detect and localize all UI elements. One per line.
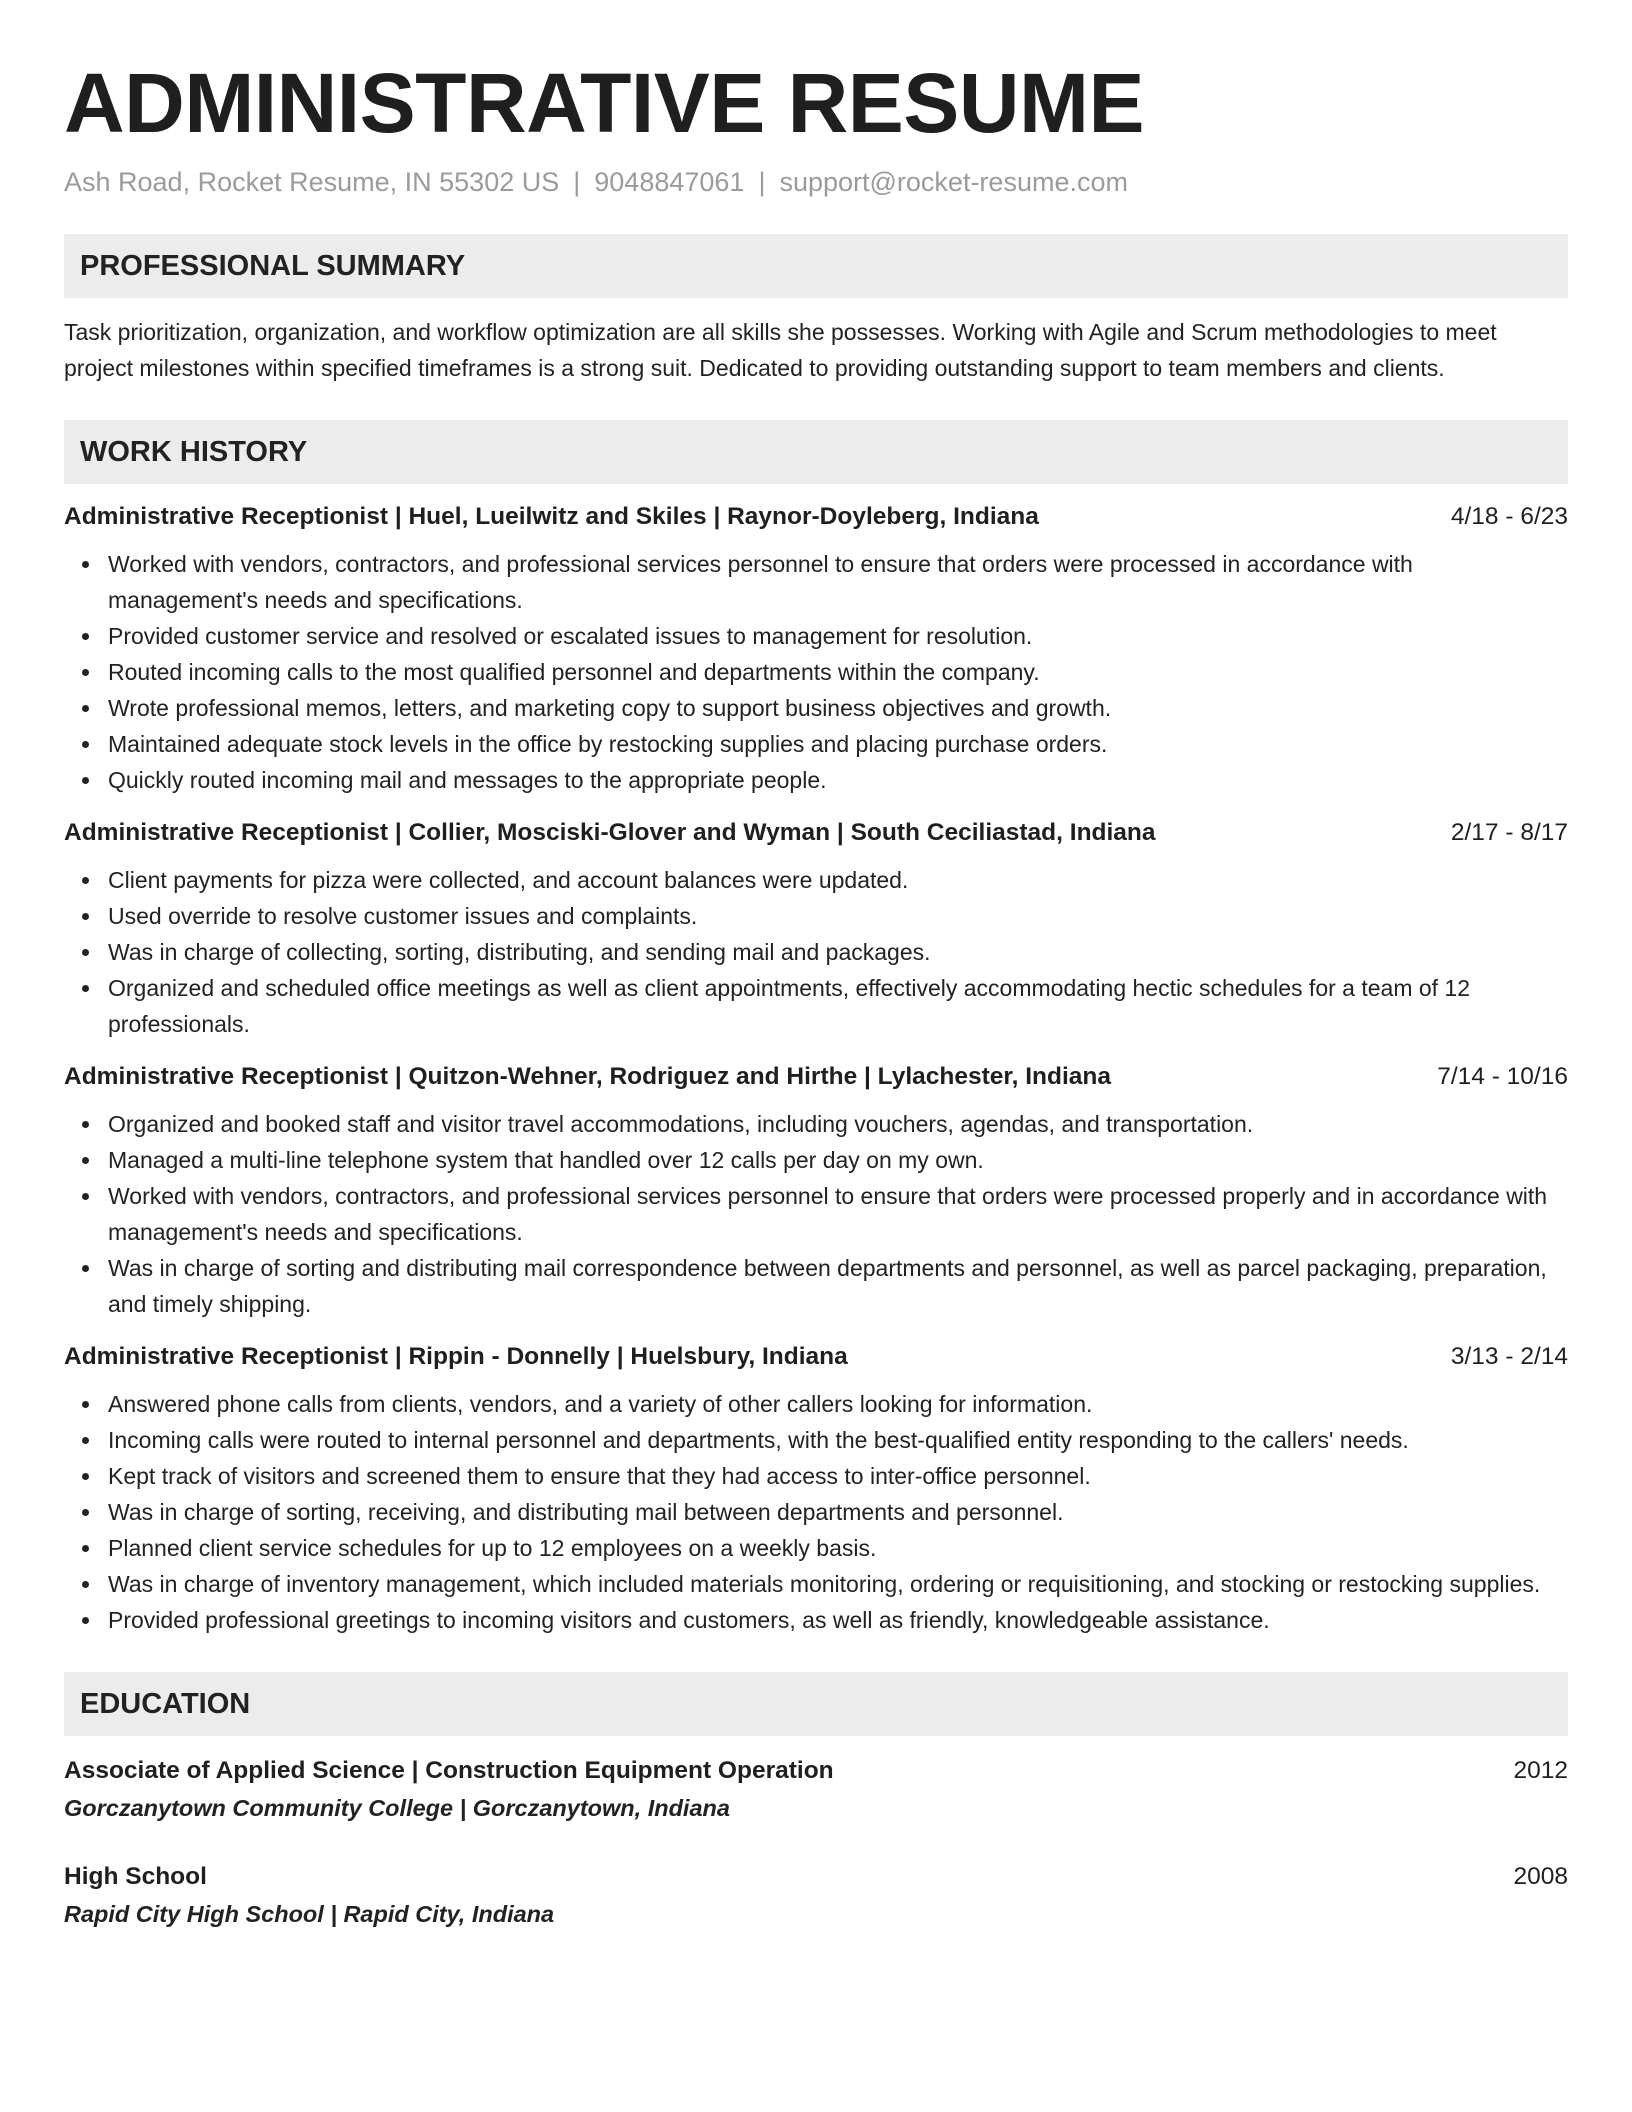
job-bullet: Answered phone calls from clients, vendors, and a variety of other callers looking for information.	[108, 1386, 1568, 1422]
job-bullet: Was in charge of sorting, receiving, and distributing mail between departments and personnel.	[108, 1494, 1568, 1530]
job-bullet: Managed a multi-line telephone system that handled over 12 calls per day on my own.	[108, 1142, 1568, 1178]
contact-email: support@rocket-resume.com	[779, 167, 1128, 197]
education-list	[64, 1754, 1568, 1934]
job-entry	[64, 1340, 1568, 1638]
contact-line	[64, 164, 1568, 200]
summary-text: Task prioritization, organization, and workflow optimization are all skills she possesses. Working with Agile and Scrum methodologies to meet project milestones within specified timeframes is a strong suit. Dedicated to providing outstanding support to team members and clients.	[64, 319, 1497, 381]
job-bullet: Kept track of visitors and screened them to ensure that they had access to inter-office personnel.	[108, 1458, 1568, 1494]
section-header-education: EDUCATION	[64, 1672, 1568, 1736]
job-bullet-list	[64, 862, 1568, 1042]
job-title: Administrative Receptionist | Huel, Lueilwitz and Skiles | Raynor-Doyleberg, Indiana	[64, 503, 1039, 530]
job-bullet: Was in charge of collecting, sorting, distributing, and sending mail and packages.	[108, 934, 1568, 970]
job-bullet: Used override to resolve customer issues and complaints.	[108, 898, 1568, 934]
job-bullet: Organized and scheduled office meetings as well as client appointments, effectively accommodating hectic schedules for a team of 12 professionals.	[108, 970, 1568, 1042]
education-entry	[64, 1754, 1568, 1828]
job-entry	[64, 816, 1568, 1042]
job-bullet: Client payments for pizza were collected, and account balances were updated.	[108, 862, 1568, 898]
education-degree: Associate of Applied Science | Construction Equipment Operation	[64, 1757, 834, 1784]
section-header-summary: PROFESSIONAL SUMMARY	[64, 234, 1568, 298]
job-title: Administrative Receptionist | Collier, Mosciski-Glover and Wyman | South Ceciliastad, Indiana	[64, 819, 1156, 846]
education-degree: High School	[64, 1863, 207, 1890]
job-bullet: Planned client service schedules for up to 12 employees on a weekly basis.	[108, 1530, 1568, 1566]
job-bullet: Maintained adequate stock levels in the office by restocking supplies and placing purchase orders.	[108, 726, 1568, 762]
job-bullet: Was in charge of sorting and distributing mail correspondence between departments and personnel, as well as parcel packaging, preparation, and timely shipping.	[108, 1250, 1568, 1322]
education-header	[64, 1754, 1568, 1788]
contact-phone: 9048847061	[594, 167, 745, 197]
job-date: 7/14 - 10/16	[1437, 1063, 1568, 1090]
education-school: Gorczanytown Community College | Gorczanytown, Indiana	[64, 1795, 730, 1821]
job-date: 2/17 - 8/17	[1450, 819, 1568, 846]
job-header	[64, 500, 1568, 534]
job-header	[64, 816, 1568, 850]
job-title: Administrative Receptionist | Quitzon-Wehner, Rodriguez and Hirthe | Lylachester, Indiana	[64, 1063, 1111, 1090]
job-bullet-list	[64, 546, 1568, 798]
job-bullet-list	[64, 1386, 1568, 1638]
contact-address: Ash Road, Rocket Resume, IN 55302 US	[64, 167, 560, 197]
job-entry	[64, 500, 1568, 798]
job-bullet: Routed incoming calls to the most qualified personnel and departments within the company.	[108, 654, 1568, 690]
contact-separator: |	[758, 167, 766, 197]
job-bullet: Provided customer service and resolved or escalated issues to management for resolution.	[108, 618, 1568, 654]
job-header	[64, 1060, 1568, 1094]
job-bullet: Worked with vendors, contractors, and professional services personnel to ensure that orders were processed in accordance with management's needs and specifications.	[108, 546, 1568, 618]
job-bullet: Quickly routed incoming mail and messages to the appropriate people.	[108, 762, 1568, 798]
education-date: 2012	[1513, 1757, 1568, 1784]
job-date: 3/13 - 2/14	[1450, 1343, 1568, 1370]
job-title: Administrative Receptionist | Rippin - Donnelly | Huelsbury, Indiana	[64, 1343, 848, 1370]
education-header	[64, 1860, 1568, 1894]
education-entry	[64, 1860, 1568, 1934]
job-date: 4/18 - 6/23	[1450, 503, 1568, 530]
job-bullet: Organized and booked staff and visitor travel accommodations, including vouchers, agendas, and transportation.	[108, 1106, 1568, 1142]
job-bullet-list	[64, 1106, 1568, 1322]
job-bullet: Provided professional greetings to incoming visitors and customers, as well as friendly, knowledgeable assistance.	[108, 1602, 1568, 1638]
job-bullet: Incoming calls were routed to internal personnel and departments, with the best-qualified entity responding to the callers' needs.	[108, 1422, 1568, 1458]
education-school: Rapid City High School | Rapid City, Indiana	[64, 1901, 555, 1927]
job-header	[64, 1340, 1568, 1374]
contact-separator: |	[573, 167, 581, 197]
work-history-list	[64, 500, 1568, 1638]
job-bullet: Worked with vendors, contractors, and professional services personnel to ensure that orders were processed properly and in accordance with management's needs and specifications.	[108, 1178, 1568, 1250]
resume-title: ADMINISTRATIVE RESUME	[64, 56, 1144, 150]
job-entry	[64, 1060, 1568, 1322]
job-bullet: Wrote professional memos, letters, and marketing copy to support business objectives and growth.	[108, 690, 1568, 726]
job-bullet: Was in charge of inventory management, which included materials monitoring, ordering or requisitioning, and stocking or restocking supplies.	[108, 1566, 1568, 1602]
education-date: 2008	[1513, 1863, 1568, 1890]
section-header-work-history: WORK HISTORY	[64, 420, 1568, 484]
